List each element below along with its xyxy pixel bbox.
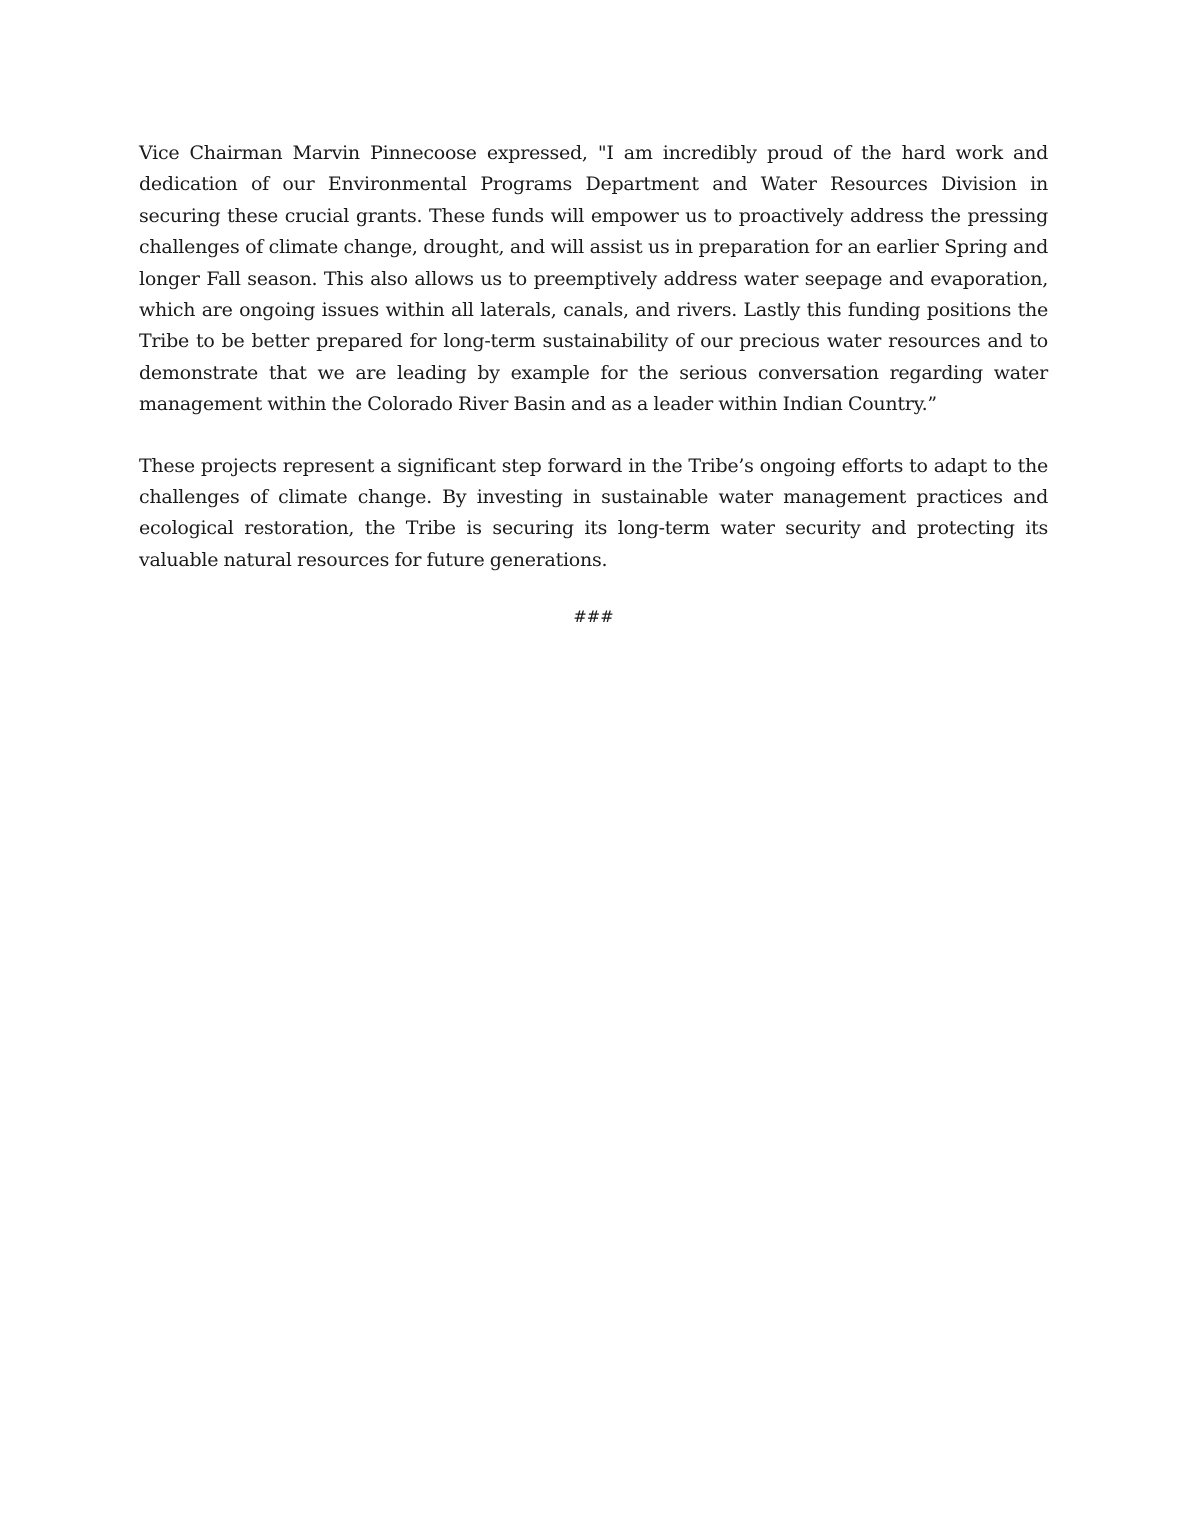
document-body [139, 138, 1048, 628]
end-of-release-mark: ### [573, 607, 614, 627]
quote-paragraph: Vice Chairman Marvin Pinnecoose expressed, "I am incredibly proud of the hard work and dedication of our Environmental Programs Department and Water Resources Division in securing these crucial grants. These funds will empower us to proactively address the pressing challenges of climate change, drought, and will assist us in preparation for an earlier Spring and longer Fall season. This also allows us to preemptively address water seepage and evaporation, which are ongoing issues within all laterals, canals, and rivers. Lastly this funding positions the Tribe to be better prepared for long-term sustainability of our precious water resources and to demonstrate that we are leading by example for the serious conversation regarding water management within the Colorado River Basin and as a leader within Indian Country.” [139, 142, 1048, 416]
summary-paragraph: These projects represent a significant step forward in the Tribe’s ongoing efforts to adapt to the challenges of climate change. By investing in sustainable water management practices and ecological restoration, the Tribe is securing its long-term water security and protecting its valuable natural resources for future generations. [139, 454, 1048, 571]
